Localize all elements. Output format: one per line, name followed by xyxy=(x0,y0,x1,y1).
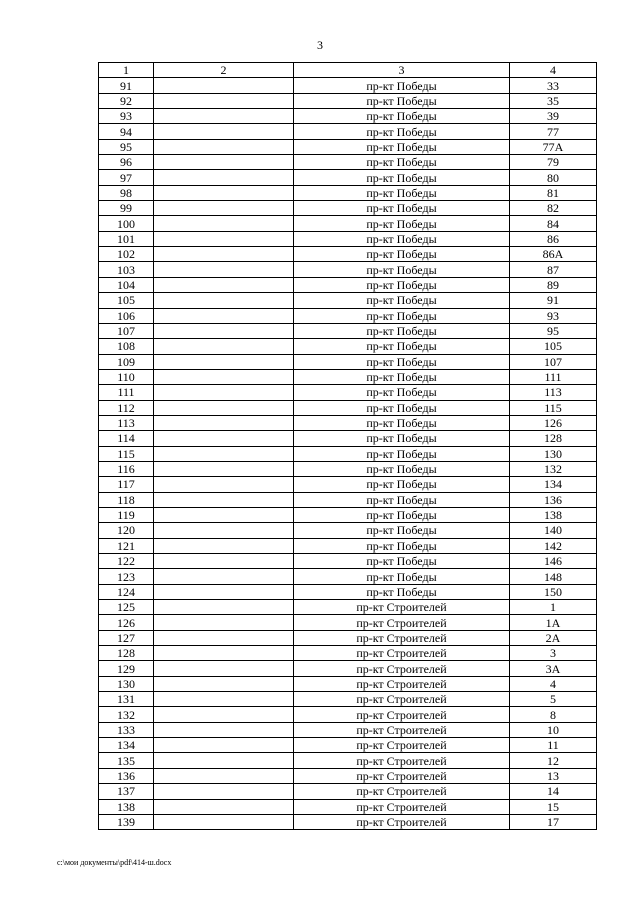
cell-street: пр-кт Победы xyxy=(294,124,510,139)
cell-col2 xyxy=(154,768,294,783)
cell-street: пр-кт Победы xyxy=(294,477,510,492)
cell-street: пр-кт Победы xyxy=(294,431,510,446)
cell-street: пр-кт Победы xyxy=(294,201,510,216)
cell-number: 119 xyxy=(99,507,154,522)
cell-street: пр-кт Строителей xyxy=(294,814,510,829)
cell-number: 134 xyxy=(99,738,154,753)
cell-col2 xyxy=(154,738,294,753)
cell-number: 95 xyxy=(99,139,154,154)
cell-number: 101 xyxy=(99,231,154,246)
cell-street: пр-кт Победы xyxy=(294,262,510,277)
cell-number: 105 xyxy=(99,293,154,308)
table-row xyxy=(99,216,597,231)
table-row xyxy=(99,262,597,277)
cell-number: 128 xyxy=(99,646,154,661)
cell-col2 xyxy=(154,216,294,231)
cell-street: пр-кт Победы xyxy=(294,78,510,93)
cell-street: пр-кт Победы xyxy=(294,170,510,185)
column-header-street: 3 xyxy=(294,63,510,78)
cell-house: 5 xyxy=(510,692,597,707)
cell-street: пр-кт Победы xyxy=(294,185,510,200)
cell-number: 106 xyxy=(99,308,154,323)
table-row xyxy=(99,738,597,753)
cell-col2 xyxy=(154,799,294,814)
cell-number: 131 xyxy=(99,692,154,707)
cell-col2 xyxy=(154,753,294,768)
cell-number: 133 xyxy=(99,722,154,737)
table-row xyxy=(99,584,597,599)
cell-street: пр-кт Строителей xyxy=(294,738,510,753)
table-header-row xyxy=(99,63,597,78)
table-row xyxy=(99,676,597,691)
page-number: 3 xyxy=(317,38,323,52)
table-row xyxy=(99,615,597,630)
cell-house: 84 xyxy=(510,216,597,231)
cell-street: пр-кт Строителей xyxy=(294,768,510,783)
cell-house: 11 xyxy=(510,738,597,753)
cell-col2 xyxy=(154,584,294,599)
table-row xyxy=(99,507,597,522)
table-row xyxy=(99,124,597,139)
cell-house: 115 xyxy=(510,400,597,415)
table-row xyxy=(99,231,597,246)
cell-col2 xyxy=(154,308,294,323)
cell-col2 xyxy=(154,646,294,661)
cell-street: пр-кт Строителей xyxy=(294,600,510,615)
cell-street: пр-кт Победы xyxy=(294,339,510,354)
cell-house: 126 xyxy=(510,415,597,430)
table-row xyxy=(99,277,597,292)
table-row xyxy=(99,369,597,384)
cell-house: 77 xyxy=(510,124,597,139)
cell-number: 100 xyxy=(99,216,154,231)
cell-col2 xyxy=(154,277,294,292)
cell-street: пр-кт Строителей xyxy=(294,722,510,737)
cell-col2 xyxy=(154,446,294,461)
cell-house: 105 xyxy=(510,339,597,354)
cell-col2 xyxy=(154,707,294,722)
cell-house: 33 xyxy=(510,78,597,93)
cell-number: 137 xyxy=(99,784,154,799)
table-row xyxy=(99,385,597,400)
cell-number: 122 xyxy=(99,554,154,569)
table-row xyxy=(99,523,597,538)
table-row xyxy=(99,722,597,737)
cell-col2 xyxy=(154,247,294,262)
cell-col2 xyxy=(154,170,294,185)
cell-house: 1 xyxy=(510,600,597,615)
cell-col2 xyxy=(154,93,294,108)
cell-house: 12 xyxy=(510,753,597,768)
cell-street: пр-кт Победы xyxy=(294,538,510,553)
table-row xyxy=(99,753,597,768)
table-row xyxy=(99,431,597,446)
cell-col2 xyxy=(154,431,294,446)
cell-col2 xyxy=(154,661,294,676)
cell-col2 xyxy=(154,722,294,737)
cell-col2 xyxy=(154,139,294,154)
cell-number: 126 xyxy=(99,615,154,630)
cell-number: 127 xyxy=(99,630,154,645)
cell-number: 116 xyxy=(99,461,154,476)
cell-number: 118 xyxy=(99,492,154,507)
cell-col2 xyxy=(154,262,294,277)
cell-number: 92 xyxy=(99,93,154,108)
cell-house: 132 xyxy=(510,461,597,476)
cell-street: пр-кт Строителей xyxy=(294,784,510,799)
table-row xyxy=(99,93,597,108)
table-row xyxy=(99,477,597,492)
cell-street: пр-кт Строителей xyxy=(294,707,510,722)
cell-number: 139 xyxy=(99,814,154,829)
cell-number: 107 xyxy=(99,323,154,338)
cell-house: 10 xyxy=(510,722,597,737)
cell-house: 81 xyxy=(510,185,597,200)
cell-number: 113 xyxy=(99,415,154,430)
cell-street: пр-кт Победы xyxy=(294,93,510,108)
cell-street: пр-кт Победы xyxy=(294,523,510,538)
cell-house: 82 xyxy=(510,201,597,216)
cell-number: 123 xyxy=(99,569,154,584)
cell-col2 xyxy=(154,323,294,338)
cell-house: 128 xyxy=(510,431,597,446)
cell-street: пр-кт Победы xyxy=(294,155,510,170)
cell-col2 xyxy=(154,630,294,645)
cell-col2 xyxy=(154,461,294,476)
table-row xyxy=(99,461,597,476)
cell-col2 xyxy=(154,615,294,630)
cell-street: пр-кт Победы xyxy=(294,247,510,262)
cell-number: 114 xyxy=(99,431,154,446)
table-row xyxy=(99,630,597,645)
cell-house: 87 xyxy=(510,262,597,277)
table-row xyxy=(99,78,597,93)
cell-house: 77А xyxy=(510,139,597,154)
cell-street: пр-кт Строителей xyxy=(294,630,510,645)
table-row xyxy=(99,661,597,676)
table-row xyxy=(99,354,597,369)
cell-number: 138 xyxy=(99,799,154,814)
cell-house: 39 xyxy=(510,109,597,124)
table-row xyxy=(99,139,597,154)
file-path-footer: c:\мои документы\pdf\414-ш.docx xyxy=(57,858,172,867)
cell-number: 111 xyxy=(99,385,154,400)
cell-number: 104 xyxy=(99,277,154,292)
cell-number: 93 xyxy=(99,109,154,124)
cell-col2 xyxy=(154,185,294,200)
cell-number: 112 xyxy=(99,400,154,415)
cell-number: 103 xyxy=(99,262,154,277)
cell-col2 xyxy=(154,692,294,707)
cell-number: 129 xyxy=(99,661,154,676)
column-header-2: 2 xyxy=(154,63,294,78)
table-row xyxy=(99,185,597,200)
cell-street: пр-кт Победы xyxy=(294,109,510,124)
cell-house: 14 xyxy=(510,784,597,799)
cell-house: 95 xyxy=(510,323,597,338)
table-row xyxy=(99,646,597,661)
cell-house: 113 xyxy=(510,385,597,400)
cell-street: пр-кт Победы xyxy=(294,446,510,461)
cell-number: 124 xyxy=(99,584,154,599)
cell-col2 xyxy=(154,415,294,430)
cell-house: 1А xyxy=(510,615,597,630)
cell-col2 xyxy=(154,569,294,584)
cell-house: 8 xyxy=(510,707,597,722)
cell-col2 xyxy=(154,538,294,553)
cell-street: пр-кт Строителей xyxy=(294,676,510,691)
cell-street: пр-кт Победы xyxy=(294,139,510,154)
cell-col2 xyxy=(154,78,294,93)
cell-number: 94 xyxy=(99,124,154,139)
cell-street: пр-кт Победы xyxy=(294,216,510,231)
cell-street: пр-кт Победы xyxy=(294,277,510,292)
cell-col2 xyxy=(154,385,294,400)
table-row xyxy=(99,692,597,707)
table-row xyxy=(99,323,597,338)
cell-house: 136 xyxy=(510,492,597,507)
cell-house: 86А xyxy=(510,247,597,262)
cell-col2 xyxy=(154,600,294,615)
table-row xyxy=(99,538,597,553)
cell-street: пр-кт Победы xyxy=(294,323,510,338)
cell-number: 115 xyxy=(99,446,154,461)
table-row xyxy=(99,170,597,185)
cell-col2 xyxy=(154,124,294,139)
table-row xyxy=(99,707,597,722)
cell-house: 134 xyxy=(510,477,597,492)
table-row xyxy=(99,600,597,615)
table-row xyxy=(99,768,597,783)
table-row xyxy=(99,799,597,814)
cell-street: пр-кт Победы xyxy=(294,385,510,400)
cell-col2 xyxy=(154,155,294,170)
table-body xyxy=(99,78,597,830)
table-row xyxy=(99,293,597,308)
cell-house: 2А xyxy=(510,630,597,645)
cell-number: 120 xyxy=(99,523,154,538)
cell-number: 136 xyxy=(99,768,154,783)
cell-col2 xyxy=(154,339,294,354)
table-row xyxy=(99,339,597,354)
cell-col2 xyxy=(154,201,294,216)
cell-street: пр-кт Победы xyxy=(294,400,510,415)
cell-house: 4 xyxy=(510,676,597,691)
column-header-number: 1 xyxy=(99,63,154,78)
table-row xyxy=(99,784,597,799)
cell-street: пр-кт Победы xyxy=(294,369,510,384)
cell-street: пр-кт Победы xyxy=(294,308,510,323)
cell-house: 148 xyxy=(510,569,597,584)
cell-street: пр-кт Победы xyxy=(294,492,510,507)
cell-col2 xyxy=(154,492,294,507)
cell-number: 110 xyxy=(99,369,154,384)
table-row xyxy=(99,109,597,124)
cell-house: 86 xyxy=(510,231,597,246)
cell-col2 xyxy=(154,554,294,569)
column-header-house: 4 xyxy=(510,63,597,78)
cell-house: 3 xyxy=(510,646,597,661)
cell-house: 89 xyxy=(510,277,597,292)
cell-street: пр-кт Победы xyxy=(294,569,510,584)
table-row xyxy=(99,446,597,461)
table-row xyxy=(99,492,597,507)
cell-house: 79 xyxy=(510,155,597,170)
cell-street: пр-кт Строителей xyxy=(294,799,510,814)
cell-col2 xyxy=(154,507,294,522)
table-row xyxy=(99,201,597,216)
cell-number: 125 xyxy=(99,600,154,615)
cell-house: 150 xyxy=(510,584,597,599)
cell-number: 135 xyxy=(99,753,154,768)
cell-number: 130 xyxy=(99,676,154,691)
cell-street: пр-кт Победы xyxy=(294,231,510,246)
cell-col2 xyxy=(154,784,294,799)
table-row xyxy=(99,554,597,569)
cell-col2 xyxy=(154,676,294,691)
cell-street: пр-кт Победы xyxy=(294,415,510,430)
cell-street: пр-кт Строителей xyxy=(294,661,510,676)
cell-street: пр-кт Строителей xyxy=(294,692,510,707)
cell-street: пр-кт Строителей xyxy=(294,646,510,661)
cell-col2 xyxy=(154,523,294,538)
cell-number: 121 xyxy=(99,538,154,553)
cell-house: 35 xyxy=(510,93,597,108)
cell-house: 146 xyxy=(510,554,597,569)
cell-house: 3А xyxy=(510,661,597,676)
cell-number: 97 xyxy=(99,170,154,185)
cell-number: 91 xyxy=(99,78,154,93)
cell-col2 xyxy=(154,109,294,124)
cell-house: 93 xyxy=(510,308,597,323)
cell-number: 102 xyxy=(99,247,154,262)
cell-number: 132 xyxy=(99,707,154,722)
cell-number: 108 xyxy=(99,339,154,354)
cell-house: 80 xyxy=(510,170,597,185)
table-row xyxy=(99,308,597,323)
cell-col2 xyxy=(154,354,294,369)
cell-house: 142 xyxy=(510,538,597,553)
cell-number: 109 xyxy=(99,354,154,369)
cell-house: 111 xyxy=(510,369,597,384)
table-row xyxy=(99,155,597,170)
cell-house: 130 xyxy=(510,446,597,461)
cell-col2 xyxy=(154,477,294,492)
cell-house: 15 xyxy=(510,799,597,814)
cell-house: 13 xyxy=(510,768,597,783)
cell-street: пр-кт Победы xyxy=(294,554,510,569)
cell-street: пр-кт Победы xyxy=(294,354,510,369)
cell-street: пр-кт Победы xyxy=(294,507,510,522)
cell-street: пр-кт Победы xyxy=(294,293,510,308)
cell-house: 140 xyxy=(510,523,597,538)
cell-house: 138 xyxy=(510,507,597,522)
cell-house: 107 xyxy=(510,354,597,369)
table-row xyxy=(99,415,597,430)
table-row xyxy=(99,400,597,415)
cell-col2 xyxy=(154,400,294,415)
cell-number: 99 xyxy=(99,201,154,216)
cell-house: 91 xyxy=(510,293,597,308)
cell-number: 98 xyxy=(99,185,154,200)
cell-street: пр-кт Победы xyxy=(294,461,510,476)
cell-street: пр-кт Победы xyxy=(294,584,510,599)
table-row xyxy=(99,247,597,262)
cell-street: пр-кт Строителей xyxy=(294,615,510,630)
cell-col2 xyxy=(154,293,294,308)
cell-street: пр-кт Строителей xyxy=(294,753,510,768)
cell-col2 xyxy=(154,814,294,829)
cell-number: 96 xyxy=(99,155,154,170)
cell-col2 xyxy=(154,369,294,384)
cell-col2 xyxy=(154,231,294,246)
address-table xyxy=(98,62,597,830)
cell-house: 17 xyxy=(510,814,597,829)
table-row xyxy=(99,814,597,829)
table-row xyxy=(99,569,597,584)
cell-number: 117 xyxy=(99,477,154,492)
